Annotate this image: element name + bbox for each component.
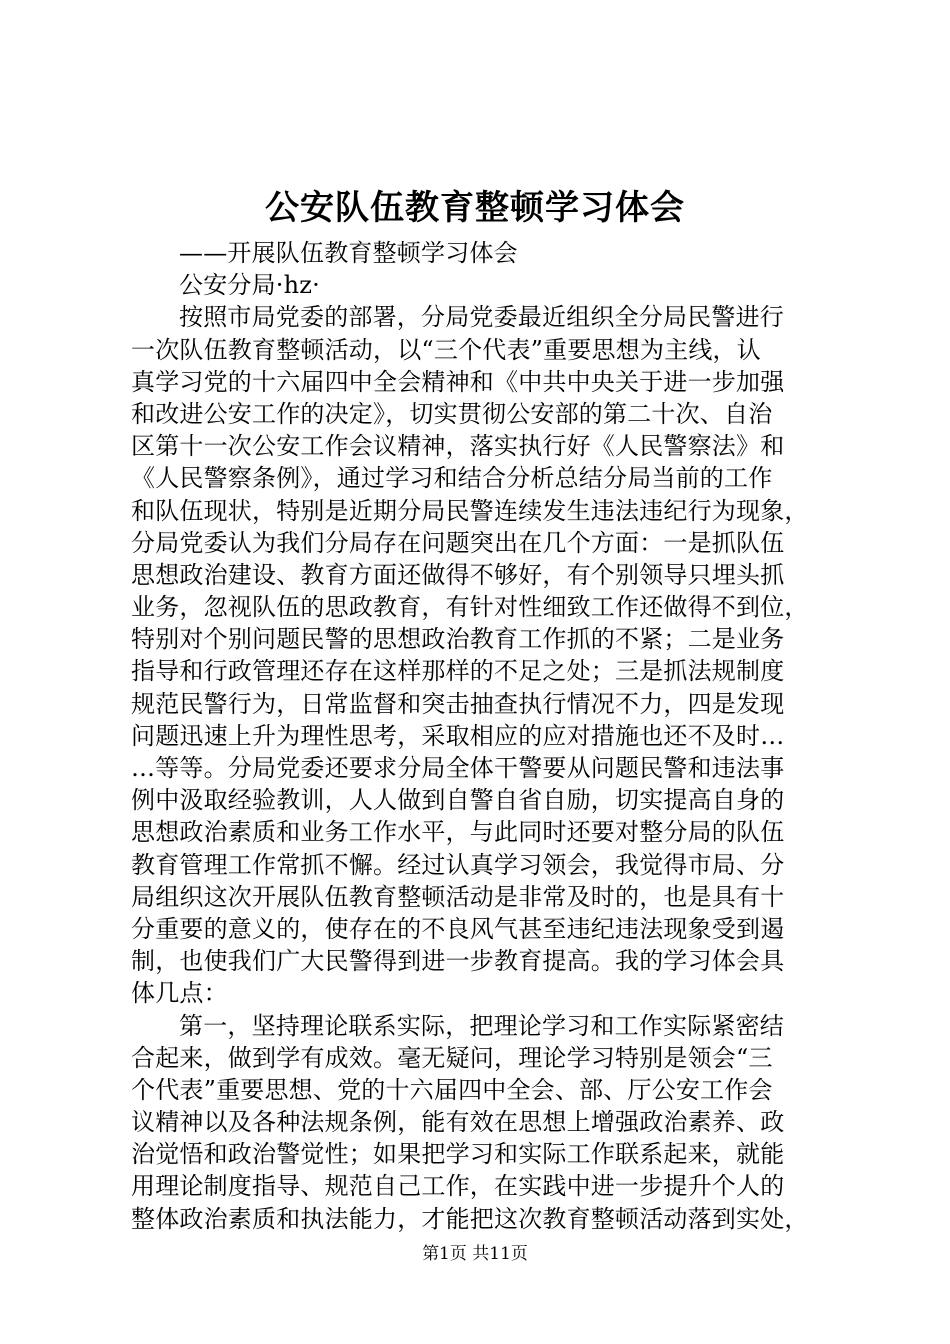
- body-line: 真学习党的十六届四中全会精神和《中共中央关于进一步加强: [131, 367, 785, 396]
- body-line: 合起来，做到学有成效。毫无疑问，理论学习特别是领会“三: [131, 1043, 773, 1072]
- body-line: 制，也使我们广大民警得到进一步教育提高。我的学习体会具: [131, 947, 785, 976]
- body-line: 按照市局党委的部署，分局党委最近组织全分局民警进行: [179, 303, 784, 332]
- body-line: 问题迅速上升为理性思考，采取相应的应对措施也还不及时…: [131, 721, 785, 750]
- body-line: 一次队伍教育整顿活动，以“三个代表”重要思想为主线，认: [131, 335, 761, 364]
- body-line: …等等。分局党委还要求分局全体干警要从问题民警和违法事: [131, 754, 785, 782]
- body-line: 思想政治建设、教育方面还做得不够好，有个别领导只埋头抓: [131, 560, 785, 589]
- body-line: 思想政治素质和业务工作水平，与此同时还要对整分局的队伍: [131, 818, 785, 847]
- body-line: 《人民警察条例》，通过学习和结合分析总结分局当前的工作: [131, 464, 773, 493]
- body-line: 局组织这次开展队伍教育整顿活动是非常及时的，也是具有十: [131, 882, 785, 911]
- document-title: 公安队伍教育整顿学习体会: [265, 188, 685, 228]
- body-line: 治觉悟和政治警觉性；如果把学习和实际工作联系起来，就能: [131, 1140, 785, 1169]
- body-line: 议精神以及各种法规条例，能有效在思想上增强政治素养、政: [131, 1108, 785, 1137]
- body-line: 区第十一次公安工作会议精神，落实执行好《人民警察法》和: [131, 432, 785, 461]
- body-line: 整体政治素质和执法能力，才能把这次教育整顿活动落到实处，: [131, 1204, 809, 1233]
- body-line: 例中汲取经验教训，人人做到自警自省自励，切实提高自身的: [131, 786, 785, 815]
- subtitle: ——开展队伍教育整顿学习体会: [179, 239, 518, 267]
- author-line: 公安分局·hz·: [179, 271, 320, 300]
- body-line: 指导和行政管理还存在这样那样的不足之处；三是抓法规制度: [131, 657, 785, 686]
- page-number: 第1页 共11页: [422, 1244, 528, 1264]
- body-line: 分重要的意义的，使存在的不良风气甚至违纪违法现象受到遏: [131, 914, 785, 943]
- document-body: [131, 237, 831, 1235]
- body-line: 个代表”重要思想、党的十六届四中全会、部、厅公安工作会: [131, 1075, 773, 1104]
- body-line: 和队伍现状，特别是近期分局民警连续发生违法违纪行为现象，: [131, 496, 809, 525]
- body-line: 体几点：: [131, 979, 228, 1008]
- body-line: 分局党委认为我们分局存在问题突出在几个方面：一是抓队伍: [131, 528, 785, 557]
- body-line: 业务，忽视队伍的思政教育，有针对性细致工作还做得不到位，: [131, 593, 809, 622]
- body-line: 和改进公安工作的决定》，切实贯彻公安部的第二十次、自治: [131, 399, 773, 428]
- body-line: 用理论制度指导、规范自己工作，在实践中进一步提升个人的: [131, 1172, 785, 1201]
- body-line: 教育管理工作常抓不懈。经过认真学习领会，我觉得市局、分: [131, 850, 785, 879]
- body-line: 特别对个别问题民警的思想政治教育工作抓的不紧；二是业务: [131, 625, 785, 654]
- body-line: 规范民警行为，日常监督和突击抽查执行情况不力，四是发现: [131, 689, 785, 718]
- body-line: 第一，坚持理论联系实际，把理论学习和工作实际紧密结: [179, 1011, 784, 1040]
